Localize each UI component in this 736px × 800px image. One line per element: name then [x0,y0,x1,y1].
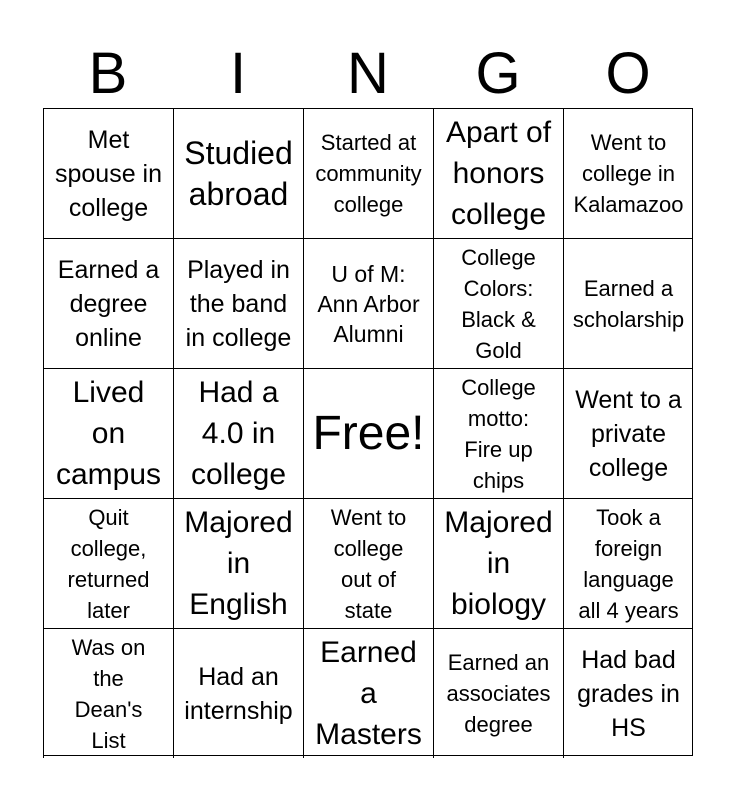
cell-text: Went to a private college [575,385,682,482]
bingo-cell-r4-c2[interactable] [173,498,303,628]
cell-text: Earned an associates degree [446,650,551,737]
cell-text: Majored in English [184,506,293,621]
bingo-cell-free[interactable] [303,368,433,498]
cell-text: Met spouse in college [54,125,163,222]
cell-text: Apart of honors college [445,116,552,231]
free-space-text: Free! [312,406,425,460]
bingo-cell-r5-c2[interactable] [173,628,303,758]
bingo-cell-r2-c1[interactable] [43,238,173,368]
cell-text: Played in the band in college [185,255,292,352]
cell-text: Went to college out of state [330,504,407,623]
bingo-cell-r4-c1[interactable] [43,498,173,628]
bingo-cell-r2-c2[interactable] [173,238,303,368]
cell-text: Took a foreign language all 4 years [578,504,679,623]
bingo-cell-r2-c4[interactable] [433,238,563,368]
cell-text: Earned a degree online [57,255,160,352]
bingo-cell-r4-c4[interactable] [433,498,563,628]
cell-text: Had a 4.0 in college [190,376,287,491]
cell-text: Started at community college [315,130,422,217]
bingo-cell-r1-c4[interactable] [433,108,563,238]
bingo-cell-r1-c2[interactable] [173,108,303,238]
header-letter-n: N [347,41,389,106]
bingo-cell-r3-c4[interactable] [433,368,563,498]
bingo-cell-r5-c1[interactable] [43,628,173,758]
cell-text: College motto: Fire up chips [461,374,536,493]
cell-text: Had bad grades in HS [577,645,680,742]
cell-text: Studied abroad [184,134,293,212]
cell-text: College Colors: Black & Gold [461,244,536,363]
bingo-cell-r1-c1[interactable] [43,108,173,238]
cell-text: Lived on campus [55,376,162,491]
bingo-header [43,40,693,108]
cell-text: Earned a scholarship [572,275,685,332]
bingo-cell-r1-c5[interactable] [563,108,693,238]
bingo-cell-r5-c3[interactable] [303,628,433,758]
bingo-cell-r5-c4[interactable] [433,628,563,758]
cell-text: Quit college, returned later [67,504,150,623]
bingo-cell-r1-c3[interactable] [303,108,433,238]
cell-text: Majored in biology [444,506,553,621]
cell-text: Was on the Dean's List [71,634,146,753]
bingo-grid [43,108,693,756]
cell-text: Went to college in Kalamazoo [573,130,684,217]
cell-text: Had an internship [184,662,293,725]
bingo-cell-r3-c5[interactable] [563,368,693,498]
header-letter-g: G [475,41,521,106]
header-letter-i: I [229,41,247,106]
header-letter-b: B [88,41,128,106]
bingo-cell-r2-c3[interactable] [303,238,433,368]
bingo-cell-r5-c5[interactable] [563,628,693,758]
cell-text: Earned a Masters [315,636,422,751]
header-letter-o: O [605,41,651,106]
cell-text: U of M: Ann Arbor Alumni [317,260,420,347]
bingo-cell-r3-c1[interactable] [43,368,173,498]
bingo-cell-r4-c3[interactable] [303,498,433,628]
bingo-cell-r2-c5[interactable] [563,238,693,368]
bingo-cell-r3-c2[interactable] [173,368,303,498]
bingo-cell-r4-c5[interactable] [563,498,693,628]
